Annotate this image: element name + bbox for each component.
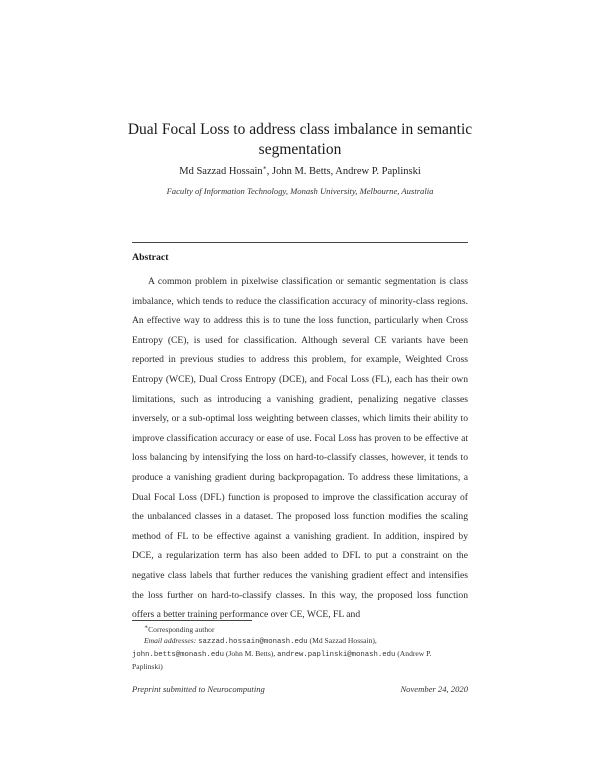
footnote-mark: ∗	[144, 624, 149, 631]
footnote	[132, 624, 468, 672]
footnote-emails-line2: john.betts@monash.edu (John M. Betts), andrew.paplinski@monash.edu (Andrew P.	[132, 649, 432, 659]
footnote-emails-line3: Paplinski)	[132, 662, 163, 671]
email-link-3[interactable]: andrew.paplinski@monash.edu	[277, 651, 396, 659]
abstract-rule	[132, 242, 468, 243]
email-label: Email addresses:	[144, 636, 197, 645]
author-rest: , John M. Betts, Andrew P. Paplinski	[266, 166, 421, 177]
preprint-note: Preprint submitted to Neurocomputing	[132, 684, 265, 694]
affiliation: Faculty of Information Technology, Monash University, Melbourne, Australia	[166, 186, 434, 196]
footnote-rule	[132, 620, 252, 621]
footnote-emails-line1: Email addresses: sazzad.hossain@monash.edu (Md Sazzad Hossain),	[144, 636, 377, 646]
abstract-paragraph: A common problem in pixelwise classification or semantic segmentation is class imbalance, which tends to reduce the classification accuracy of minority-class regions. An effective way to address this is to tune the loss function, particularly when Cross Entropy (CE), is used for classification. Although several CE variants have been reported in previous studies to address this problem, for example, Weighted Cross Entropy (WCE), Dual Cross Entropy (DCE), and Focal Loss (FL), each has their own limitations, such as introducing a vanishing gradient, penalizing negative classes inversely, or a sub-optimal loss weighting between classes, which limits their ability to improve classification accuracy or ease of use. Focal Loss has proven to be effective at loss balancing by intensifying the loss on hard-to-classify classes, however, it tends to produce a vanishing gradient during backpropagation. To address these limitations, a Dual Focal Loss (DFL) function is proposed to improve the classification accuray of the unbalanced classes in a dataset. The proposed loss function modifies the scaling method of FL to be effective against a vanishing gradient. In addition, inspired by DCE, a regularization term has also been added to DFL to put a constraint on the negative class labels that further reduces the vanishing gradient effect and intensifies the loss further on hard-to-classify classes. In this way, the proposed loss function offers a better training performance over CE, WCE, FL and	[132, 276, 468, 621]
corresponding-mark: ∗	[262, 165, 267, 172]
abstract-heading: Abstract	[132, 252, 169, 263]
abstract-body	[132, 272, 468, 625]
author-first: Md Sazzad Hossain	[179, 166, 263, 177]
email-link-1[interactable]: sazzad.hossain@monash.edu	[198, 638, 308, 646]
paper-title: Dual Focal Loss to address class imbalance in semantic segmentation	[127, 121, 473, 158]
date-note: November 24, 2020	[400, 684, 468, 694]
author-list	[100, 166, 500, 177]
footnote-corresponding: ∗Corresponding author	[144, 624, 215, 634]
email-link-2[interactable]: john.betts@monash.edu	[132, 651, 224, 659]
